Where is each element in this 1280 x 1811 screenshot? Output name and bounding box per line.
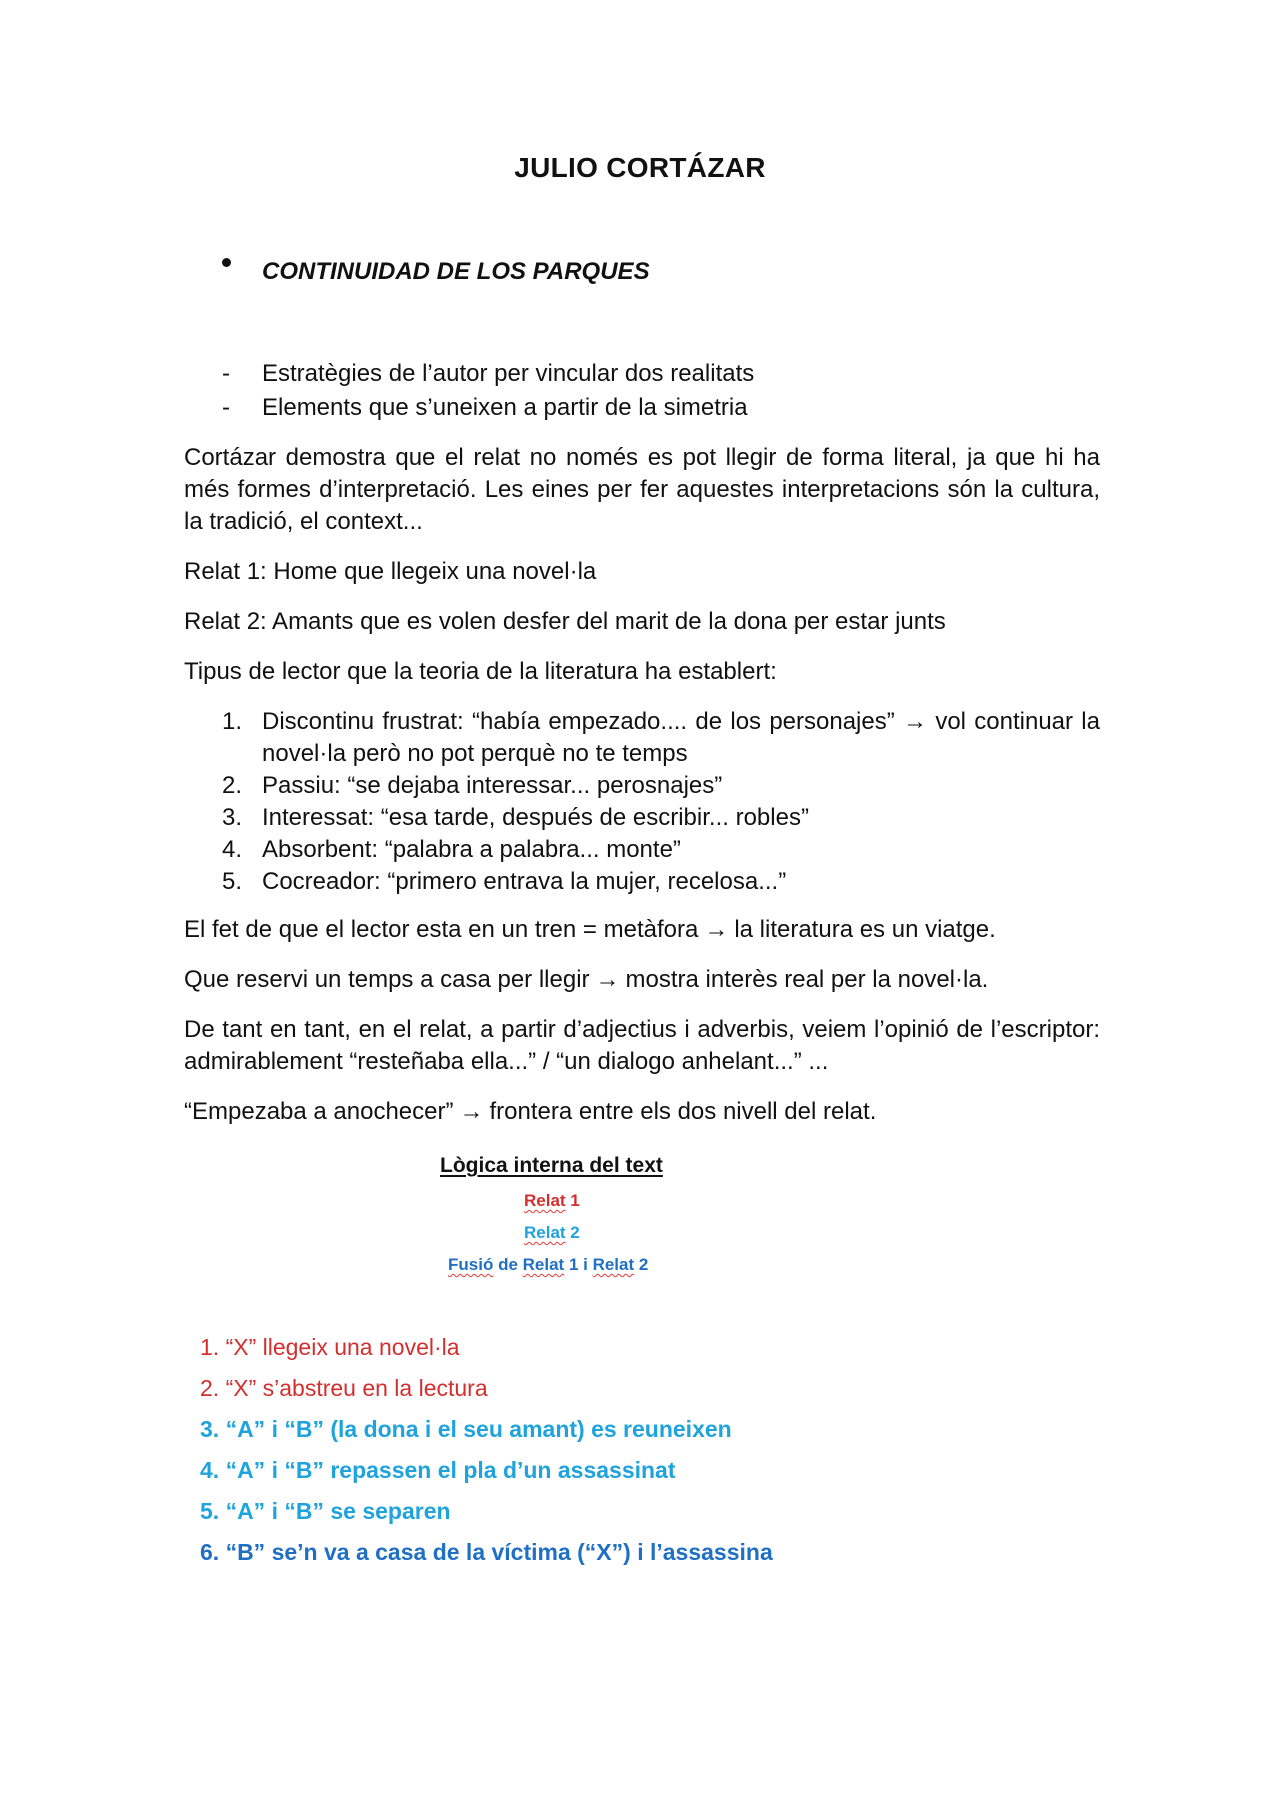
arrow-right-icon: → xyxy=(595,966,620,993)
bullet-icon xyxy=(222,258,231,267)
tren-line: El fet de que el lector esta en un tren = metàfora → la literatura es un viatge. xyxy=(184,916,996,943)
dash-item: - Estratègies de l’autor per vincular dos realitats xyxy=(222,360,755,387)
list-item: 1. Discontinu frustrat: “había empezado.... de los personajes” → vol continuar la novel·la però no pot perquè no te temps xyxy=(222,708,1100,767)
diagram-title: Lògica interna del text xyxy=(440,1154,663,1177)
relat-2-line: Relat 2: Amants que es volen desfer del marit de la dona per estar junts xyxy=(184,608,946,635)
reservi-line: Que reservi un temps a casa per llegir → mostra interès real per la novel·la. xyxy=(184,966,989,993)
arrow-right-icon: → xyxy=(459,1098,484,1125)
diagram-step: 4. “A” i “B” repassen el pla d’un assassinat xyxy=(200,1457,676,1483)
legend-relat-2: Relat 2 xyxy=(524,1223,580,1242)
page-title: JULIO CORTÁZAR xyxy=(514,152,766,183)
diagram-step: 2. “X” s’abstreu en la lectura xyxy=(200,1375,488,1401)
legend-fusio: Fusió de Relat 1 i Relat 2 xyxy=(448,1255,649,1274)
anochecer-line: “Empezaba a anochecer” → frontera entre els dos nivell del relat. xyxy=(184,1098,877,1125)
diagram-step: 1. “X” llegeix una novel·la xyxy=(200,1334,460,1360)
dash-item: - Elements que s’uneixen a partir de la simetria xyxy=(222,394,748,421)
paragraph-interpretation: Cortázar demostra que el relat no només es pot llegir de forma literal, ja que hi ha més formes d’interpretació. Les eines per fer aquestes interpretacions són la cultura, la tradició, el context... xyxy=(184,444,1100,535)
relat-1-line: Relat 1: Home que llegeix una novel·la xyxy=(184,558,597,585)
paragraph-opinion: De tant en tant, en el relat, a partir d’adjectius i adverbis, veiem l’opinió de l’escriptor: admirablement “resteñaba ella...” / “un dialogo anhelant...” ... xyxy=(184,1016,1100,1075)
legend-relat-1: Relat 1 xyxy=(524,1191,580,1210)
list-item: 3. Interessat: “esa tarde, después de escribir... robles” xyxy=(222,804,809,831)
arrow-right-icon: → xyxy=(704,916,729,943)
diagram-step: 5. “A” i “B” se separen xyxy=(200,1498,451,1524)
list-item: 2. Passiu: “se dejaba interessar... perosnajes” xyxy=(222,772,723,799)
lector-intro: Tipus de lector que la teoria de la literatura ha establert: xyxy=(184,658,777,685)
diagram-step: 6. “B” se’n va a casa de la víctima (“X”) i l’assassina xyxy=(200,1539,773,1565)
list-item: 4. Absorbent: “palabra a palabra... monte” xyxy=(222,836,681,863)
diagram-step: 3. “A” i “B” (la dona i el seu amant) es reuneixen xyxy=(200,1416,732,1442)
list-item: 5. Cocreador: “primero entrava la mujer, recelosa...” xyxy=(222,868,787,895)
section-heading: CONTINUIDAD DE LOS PARQUES xyxy=(262,258,650,285)
